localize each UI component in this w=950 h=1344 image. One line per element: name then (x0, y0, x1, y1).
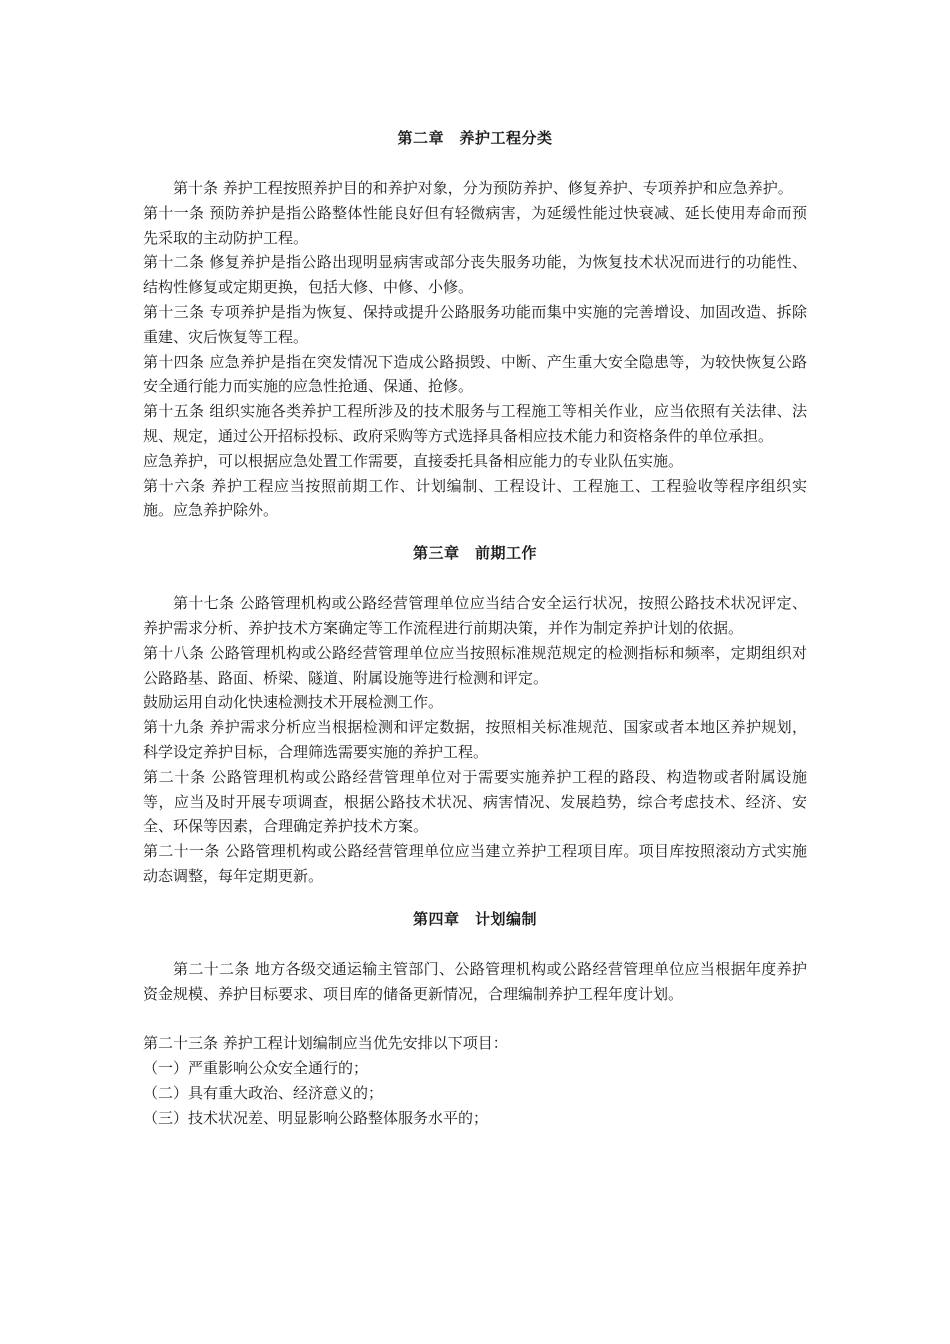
article-10: 第十条 养护工程按照养护目的和养护对象，分为预防养护、修复养护、专项养护和应急养护。 (173, 179, 793, 197)
article-16: 第十六条 养护工程应当按照前期工作、计划编制、工程设计、工程施工、工程验收等程序组织实施。应急养护除外。 (143, 476, 807, 520)
chapter-3-heading: 第三章 前期工作 (412, 544, 537, 563)
article-20: 第二十条 公路管理机构或公路经营管理单位对于需要实施养护工程的路段、构造物或者附属设施等，应当及时开展专项调查，根据公路技术状况、病害情况、发展趋势，综合考虑技术、经济、安全、环保等因素，合理确定养护技术方案。 (143, 767, 807, 836)
article-14: 第十四条 应急养护是指在突发情况下造成公路损毁、中断、产生重大安全隐患等，为较快恢复公路安全通行能力而实施的应急性抢通、保通、抢修。 (143, 352, 807, 396)
article-18-note: 鼓励运用自动化快速检测技术开展检测工作。 (143, 693, 444, 712)
article-18: 第十八条 公路管理机构或公路经营管理单位应当按照标准规范规定的检测指标和频率，定期组织对公路路基、路面、桥梁、隧道、附属设施等进行检测和评定。 (143, 643, 807, 687)
article-23: 第二十三条 养护工程计划编制应当优先安排以下项目： (143, 1034, 508, 1053)
article-23-item-1: （一）严重影响公众安全通行的； (143, 1058, 369, 1077)
article-13: 第十三条 专项养护是指为恢复、保持或提升公路服务功能而集中实施的完善增设、加固改造、拆除重建、灾后恢复等工程。 (143, 302, 807, 346)
document-page (143, 126, 807, 1130)
article-11: 第十一条 预防养护是指公路整体性能良好但有轻微病害，为延缓性能过快衰减、延长使用寿命而预先采取的主动防护工程。 (143, 203, 807, 247)
article-23-item-2: （二）具有重大政治、经济意义的； (143, 1083, 384, 1102)
chapter-4-heading: 第四章 计划编制 (412, 909, 537, 928)
article-15-emergency-note: 应急养护，可以根据应急处置工作需要，直接委托具备相应能力的专业队伍实施。 (143, 451, 684, 470)
article-12: 第十二条 修复养护是指公路出现明显病害或部分丧失服务功能，为恢复技术状况而进行的功能性、结构性修复或定期更换，包括大修、中修、小修。 (143, 253, 807, 297)
article-21: 第二十一条 公路管理机构或公路经营管理单位应当建立养护工程项目库。项目库按照滚动方式实施动态调整，每年定期更新。 (143, 842, 807, 885)
article-15: 第十五条 组织实施各类养护工程所涉及的技术服务与工程施工等相关作业，应当依照有关法律、法规、规定，通过公开招标投标、政府采购等方式选择具备相应技术能力和资格条件的单位承担。 (143, 402, 807, 445)
article-19: 第十九条 养护需求分析应当根据检测和评定数据，按照相关标准规范、国家或者本地区养护规划，科学设定养护目标，合理筛选需要实施的养护工程。 (143, 718, 807, 761)
chapter-2-heading: 第二章 养护工程分类 (397, 129, 553, 147)
article-22: 第二十二条 地方各级交通运输主管部门、公路管理机构或公路经营管理单位应当根据年度养护资金规模、养护目标要求、项目库的储备更新情况，合理编制养护工程年度计划。 (143, 959, 807, 1003)
article-17: 第十七条 公路管理机构或公路经营管理单位应当结合安全运行状况，按照公路技术状况评定、养护需求分析、养护技术方案确定等工作流程进行前期决策，并作为制定养护计划的依据。 (143, 594, 807, 637)
article-23-item-3: （三）技术状况差、明显影响公路整体服务水平的； (143, 1108, 489, 1127)
